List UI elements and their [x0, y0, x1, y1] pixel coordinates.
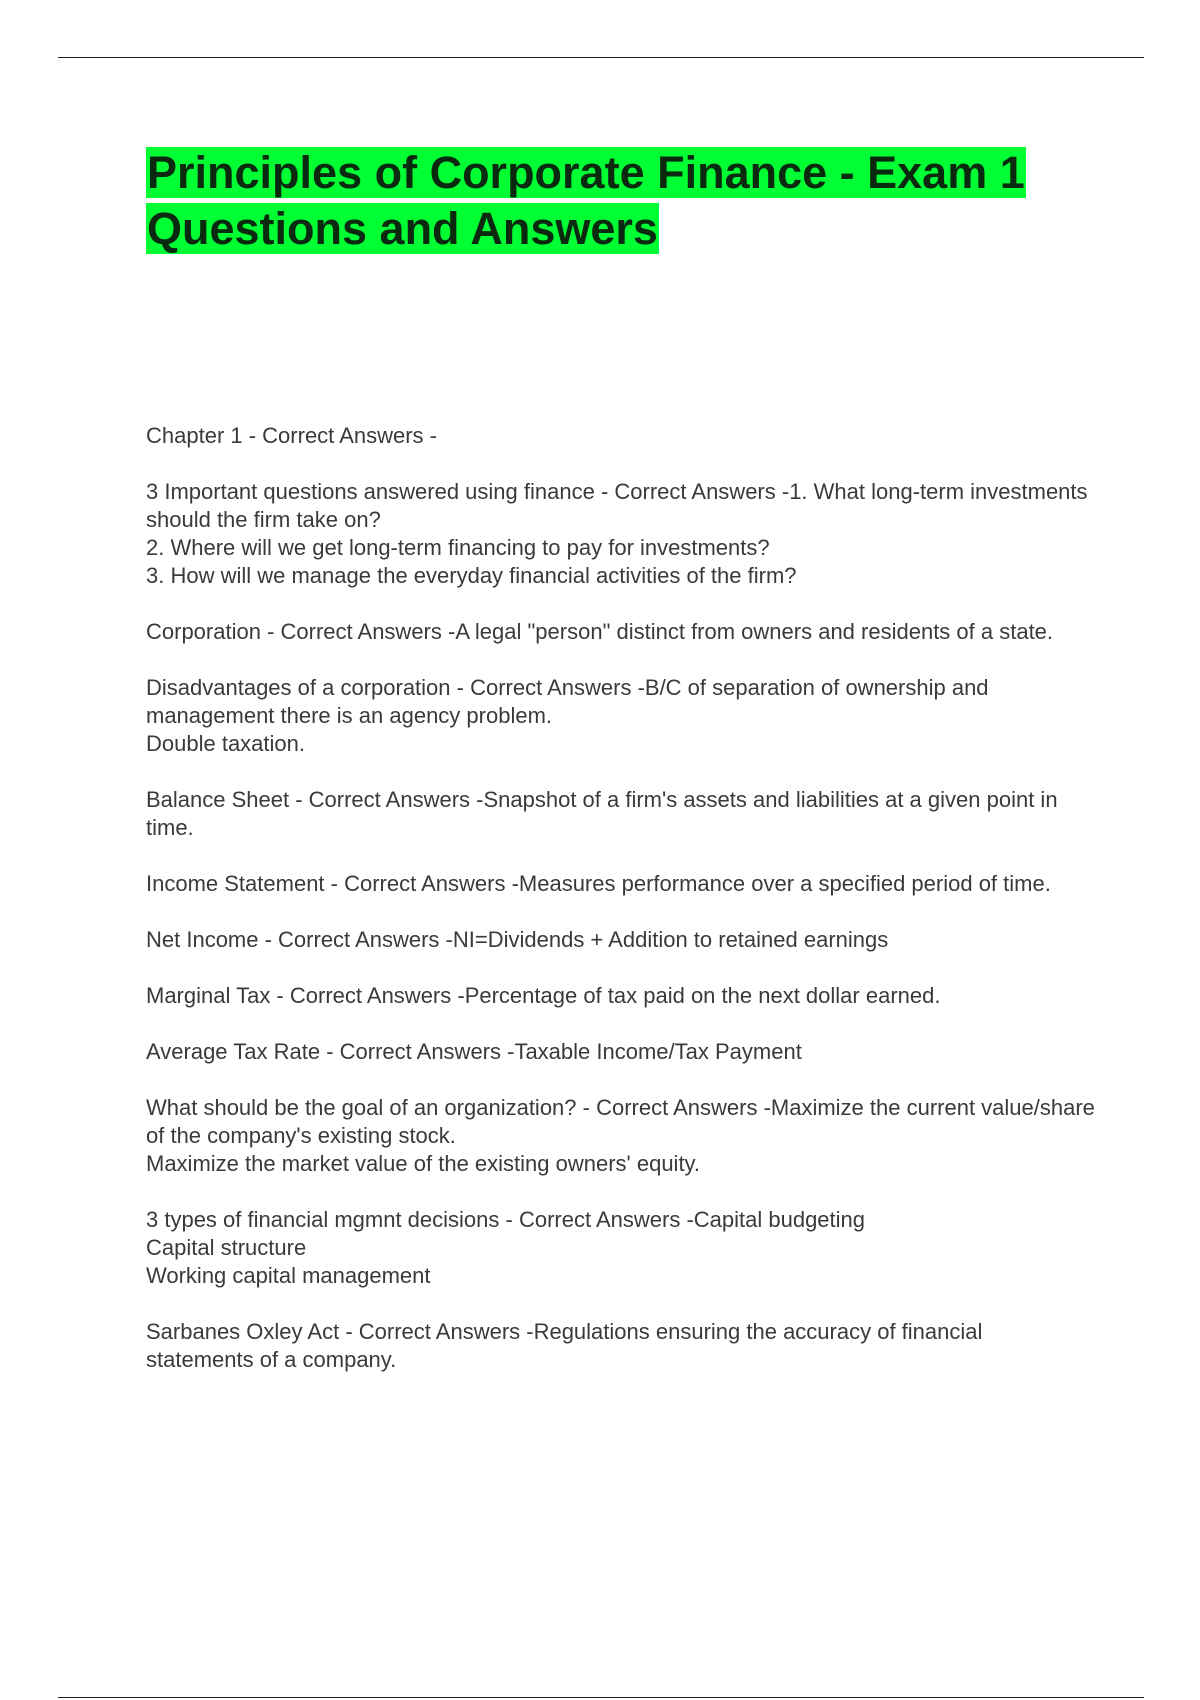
entry-line: 3 types of financial mgmnt decisions - Correct Answers -Capital budgeting — [146, 1207, 866, 1232]
qa-entry — [146, 1094, 1096, 1178]
qa-entry — [146, 786, 1096, 842]
qa-entry — [146, 422, 1096, 450]
entry-line: Average Tax Rate - Correct Answers -Taxable Income/Tax Payment — [146, 1039, 802, 1064]
entry-line: Income Statement - Correct Answers -Measures performance over a specified period of time. — [146, 871, 1051, 896]
entry-line: What should be the goal of an organization? - Correct Answers -Maximize the current value/share of the company's existing stock. — [146, 1095, 1095, 1148]
qa-entry — [146, 1318, 1096, 1374]
entry-line: Double taxation. — [146, 731, 305, 756]
qa-entry — [146, 478, 1096, 590]
title-highlight: Principles of Corporate Finance - Exam 1 Questions and Answers — [147, 147, 1025, 254]
entry-line: Capital structure — [146, 1235, 307, 1260]
qa-entry — [146, 674, 1096, 758]
qa-entry — [146, 618, 1096, 646]
qa-entry — [146, 926, 1096, 954]
qa-entry — [146, 982, 1096, 1010]
entry-line: Marginal Tax - Correct Answers -Percentage of tax paid on the next dollar earned. — [146, 983, 941, 1008]
qa-entry — [146, 870, 1096, 898]
qa-entry — [146, 1206, 1096, 1290]
entry-line: Maximize the market value of the existing owners' equity. — [146, 1151, 701, 1176]
qa-content — [146, 422, 1096, 1402]
top-rule — [58, 57, 1144, 58]
entry-line: Sarbanes Oxley Act - Correct Answers -Regulations ensuring the accuracy of financial statements of a company. — [146, 1319, 983, 1372]
bottom-rule — [58, 1697, 1144, 1698]
qa-entry — [146, 1038, 1096, 1066]
entry-line: 3 Important questions answered using finance - Correct Answers -1. What long-term investments should the firm take on? — [146, 479, 1088, 532]
entry-line: Working capital management — [146, 1263, 431, 1288]
entry-line: 3. How will we manage the everyday financial activities of the firm? — [146, 563, 797, 588]
entry-line: Balance Sheet - Correct Answers -Snapshot of a firm's assets and liabilities at a given point in time. — [146, 787, 1058, 840]
entry-line: Disadvantages of a corporation - Correct Answers -B/C of separation of ownership and management there is an agency problem. — [146, 675, 989, 728]
document-title — [146, 145, 1086, 257]
entry-line: Corporation - Correct Answers -A legal "person" distinct from owners and residents of a state. — [146, 619, 1054, 644]
entry-line: 2. Where will we get long-term financing to pay for investments? — [146, 535, 770, 560]
entry-line: Chapter 1 - Correct Answers - — [146, 423, 437, 448]
entry-line: Net Income - Correct Answers -NI=Dividends + Addition to retained earnings — [146, 927, 889, 952]
